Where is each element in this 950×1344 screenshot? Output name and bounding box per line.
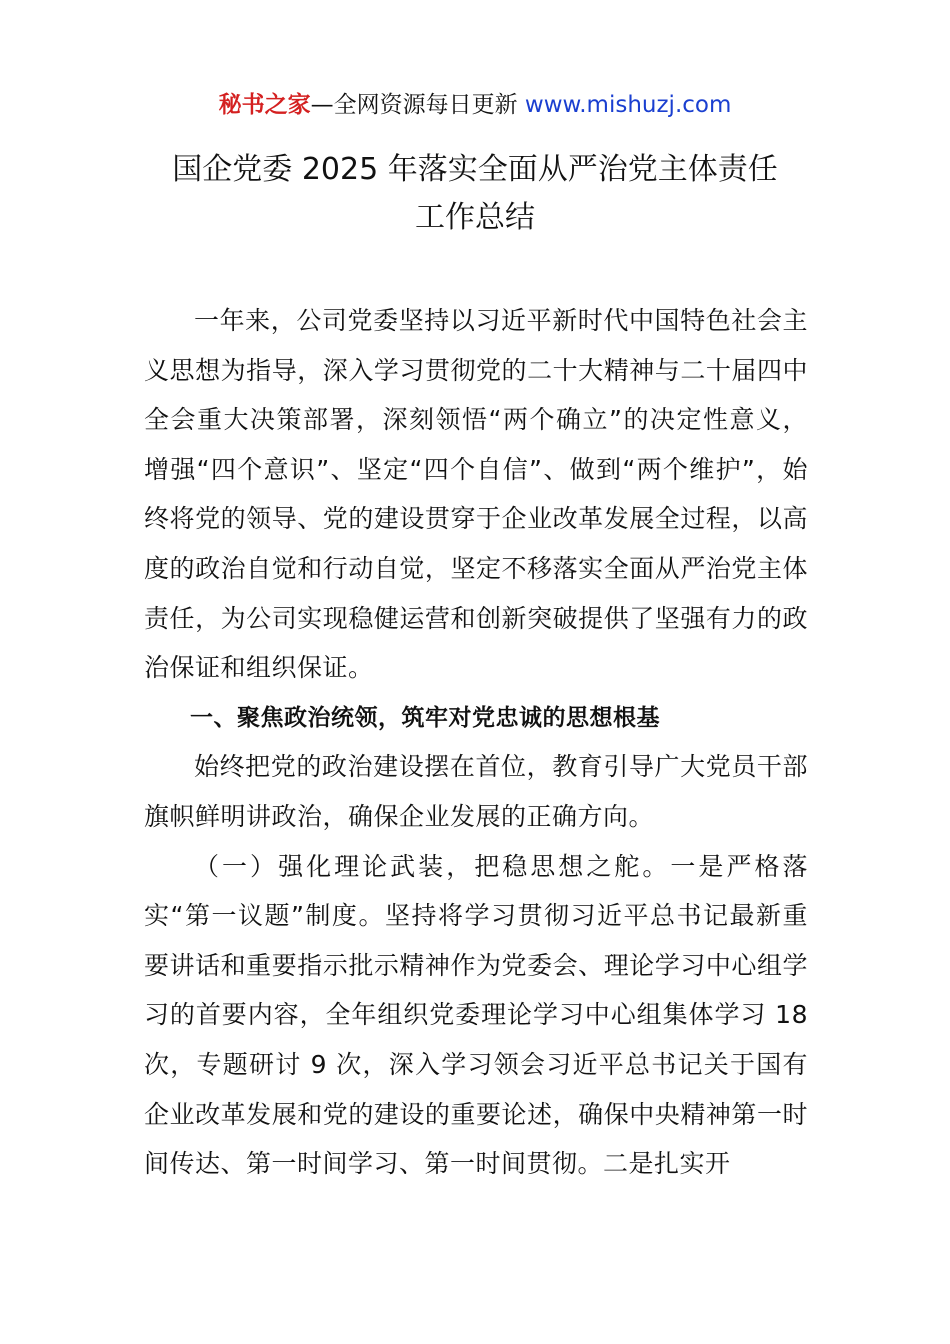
- section-1-heading: 一、聚焦政治统领，筑牢对党忠诚的思想根基: [190, 703, 660, 731]
- document-title: [0, 146, 950, 242]
- intro-paragraph: 一年来，公司党委坚持以习近平新时代中国特色社会主义思想为指导，深入学习贯彻党的二十大精神与二十届四中全会重大决策部署，深刻领悟“两个确立”的决定性意义，增强“四个意识”、坚定“四个自信”、做到“两个维护”，始终将党的领导、党的建设贯穿于企业改革发展全过程，以高度的政治自觉和行动自觉，坚定不移落实全面从严治党主体责任，为公司实现稳健运营和创新突破提供了坚强有力的政治保证和组织保证。: [144, 306, 808, 683]
- site-brand: 秘书之家: [218, 92, 311, 118]
- document-body: [144, 296, 808, 1189]
- section-1-subsection-1-paragraph: （一）强化理论武装，把稳思想之舵。一是严格落实“第一议题”制度。坚持将学习贯彻习近平总书记最新重要讲话和重要指示批示精神作为党委会、理论学习中心组学习的首要内容，全年组织党委理论学习中心组集体学习 18 次，专题研讨 9 次，深入学习领会习近平总书记关于国有企业改革发展和党的建设的重要论述，确保中央精神第一时间传达、第一时间学习、第一时间贯彻。二是扎实开: [144, 851, 808, 1179]
- site-url-link[interactable]: www.mishuzj.com: [524, 92, 732, 118]
- site-slogan: —全网资源每日更新: [310, 92, 518, 118]
- document-title-line-2: 工作总结: [415, 200, 535, 235]
- section-1-intro-paragraph: 始终把党的政治建设摆在首位，教育引导广大党员干部旗帜鲜明讲政治，确保企业发展的正确方向。: [144, 752, 808, 831]
- site-header: [0, 88, 950, 122]
- document-title-line-1: 国企党委 2025 年落实全面从严治党主体责任: [172, 152, 778, 187]
